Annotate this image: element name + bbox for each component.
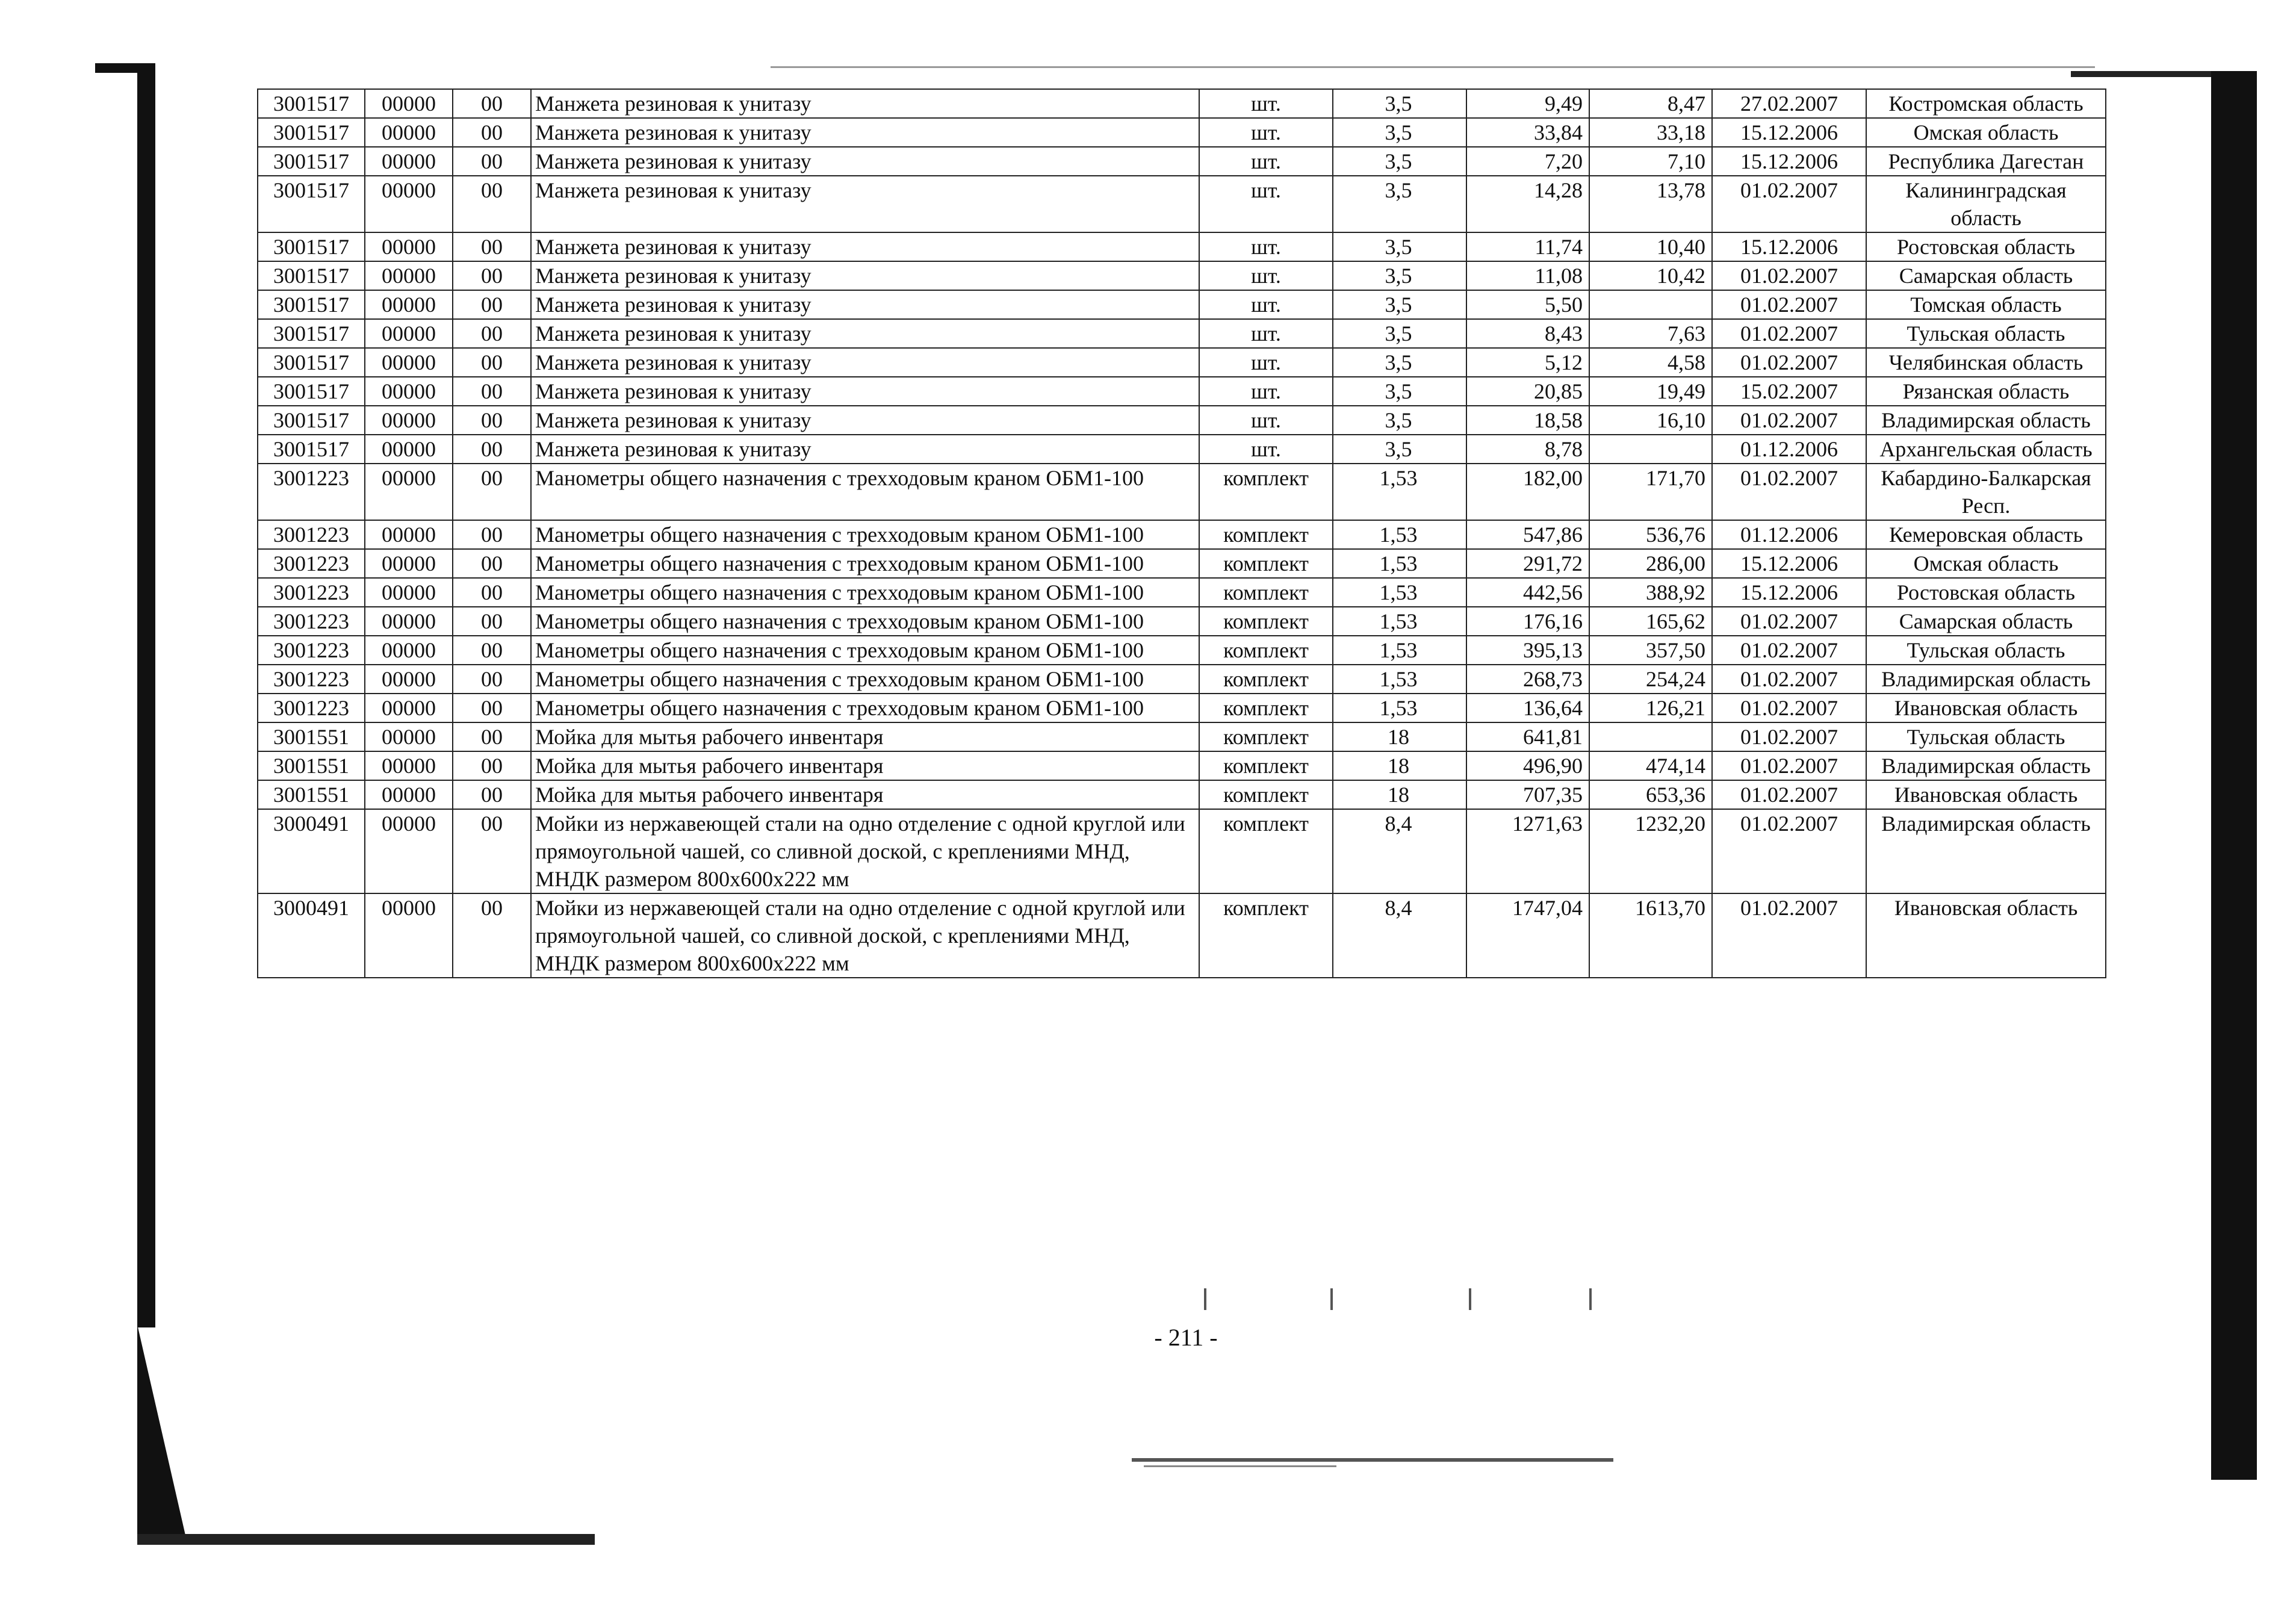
item-unit-cell: шт.: [1199, 147, 1333, 176]
item-norm-cell: 3,5: [1333, 89, 1466, 118]
table-body: [258, 89, 2106, 978]
item-version-cell: 00: [453, 751, 531, 780]
price-date-cell: 01.02.2007: [1712, 348, 1866, 377]
table-row: [258, 176, 2106, 232]
item-code-cell: 3001517: [258, 319, 365, 348]
item-version-cell: 00: [453, 89, 531, 118]
item-code-cell: 3001517: [258, 89, 365, 118]
item-code-cell: 3001517: [258, 377, 365, 406]
price-1-cell: 8,78: [1466, 435, 1589, 464]
item-code-cell: 3001517: [258, 147, 365, 176]
item-name-cell: Мойки из нержавеющей стали на одно отделение с одной круглой или прямоугольной чашей, со сливной доской, с креплениями МНД, МНДК размером 800х600х222 мм: [531, 809, 1199, 893]
item-unit-cell: комплект: [1199, 722, 1333, 751]
price-date-cell: 01.12.2006: [1712, 435, 1866, 464]
item-name-cell: Манжета резиновая к унитазу: [531, 147, 1199, 176]
item-version-cell: 00: [453, 147, 531, 176]
region-cell: Кемеровская область: [1866, 520, 2106, 549]
price-2-cell: [1589, 435, 1712, 464]
scan-edge-left: [137, 63, 155, 1327]
price-2-cell: [1589, 290, 1712, 319]
item-code-cell: 3001517: [258, 406, 365, 435]
item-norm-cell: 1,53: [1333, 694, 1466, 722]
price-date-cell: 15.12.2006: [1712, 549, 1866, 578]
item-version-cell: 00: [453, 636, 531, 665]
item-norm-cell: 1,53: [1333, 578, 1466, 607]
region-cell: Владимирская область: [1866, 809, 2106, 893]
price-2-cell: 357,50: [1589, 636, 1712, 665]
item-unit-cell: шт.: [1199, 89, 1333, 118]
price-2-cell: 653,36: [1589, 780, 1712, 809]
price-2-cell: 7,10: [1589, 147, 1712, 176]
item-subcode-cell: 00000: [365, 751, 453, 780]
item-code-cell: 3001517: [258, 118, 365, 147]
price-1-cell: 11,08: [1466, 261, 1589, 290]
price-1-cell: 14,28: [1466, 176, 1589, 232]
item-unit-cell: комплект: [1199, 607, 1333, 636]
price-date-cell: 01.02.2007: [1712, 464, 1866, 520]
price-date-cell: 01.02.2007: [1712, 893, 1866, 978]
price-date-cell: 01.02.2007: [1712, 751, 1866, 780]
item-subcode-cell: 00000: [365, 147, 453, 176]
item-norm-cell: 1,53: [1333, 549, 1466, 578]
item-unit-cell: комплект: [1199, 809, 1333, 893]
region-cell: Ростовская область: [1866, 578, 2106, 607]
item-norm-cell: 1,53: [1333, 607, 1466, 636]
item-version-cell: 00: [453, 348, 531, 377]
item-unit-cell: шт.: [1199, 290, 1333, 319]
item-name-cell: Манометры общего назначения с трехходовым краном ОБМ1-100: [531, 607, 1199, 636]
region-cell: Костромская область: [1866, 89, 2106, 118]
region-cell: Омская область: [1866, 549, 2106, 578]
item-version-cell: 00: [453, 665, 531, 694]
item-unit-cell: шт.: [1199, 435, 1333, 464]
table-row: [258, 348, 2106, 377]
price-2-cell: 33,18: [1589, 118, 1712, 147]
table-row: [258, 319, 2106, 348]
item-unit-cell: комплект: [1199, 578, 1333, 607]
region-cell: Тульская область: [1866, 636, 2106, 665]
item-version-cell: 00: [453, 578, 531, 607]
price-2-cell: 171,70: [1589, 464, 1712, 520]
price-date-cell: 01.02.2007: [1712, 261, 1866, 290]
item-unit-cell: шт.: [1199, 261, 1333, 290]
item-subcode-cell: 00000: [365, 348, 453, 377]
item-name-cell: Мойки из нержавеющей стали на одно отделение с одной круглой или прямоугольной чашей, со сливной доской, с креплениями МНД, МНДК размером 800х600х222 мм: [531, 893, 1199, 978]
item-norm-cell: 3,5: [1333, 377, 1466, 406]
price-1-cell: 268,73: [1466, 665, 1589, 694]
price-1-cell: 1747,04: [1466, 893, 1589, 978]
item-norm-cell: 3,5: [1333, 435, 1466, 464]
item-version-cell: 00: [453, 377, 531, 406]
item-subcode-cell: 00000: [365, 464, 453, 520]
price-date-cell: 01.02.2007: [1712, 607, 1866, 636]
item-code-cell: 3001517: [258, 290, 365, 319]
item-name-cell: Манометры общего назначения с трехходовым краном ОБМ1-100: [531, 665, 1199, 694]
item-code-cell: 3001223: [258, 549, 365, 578]
price-2-cell: 10,40: [1589, 232, 1712, 261]
price-2-cell: 16,10: [1589, 406, 1712, 435]
item-name-cell: Манометры общего назначения с трехходовым краном ОБМ1-100: [531, 578, 1199, 607]
table-row: [258, 89, 2106, 118]
item-norm-cell: 18: [1333, 780, 1466, 809]
price-2-cell: 286,00: [1589, 549, 1712, 578]
price-1-cell: 7,20: [1466, 147, 1589, 176]
item-name-cell: Манжета резиновая к унитазу: [531, 118, 1199, 147]
price-1-cell: 18,58: [1466, 406, 1589, 435]
item-norm-cell: 1,53: [1333, 636, 1466, 665]
item-unit-cell: шт.: [1199, 232, 1333, 261]
item-code-cell: 3001551: [258, 751, 365, 780]
price-2-cell: 10,42: [1589, 261, 1712, 290]
region-cell: Калининградская область: [1866, 176, 2106, 232]
region-cell: Челябинская область: [1866, 348, 2106, 377]
scan-tick: [1204, 1288, 1206, 1310]
region-cell: Владимирская область: [1866, 751, 2106, 780]
item-unit-cell: шт.: [1199, 118, 1333, 147]
item-name-cell: Манометры общего назначения с трехходовым краном ОБМ1-100: [531, 694, 1199, 722]
region-cell: Архангельская область: [1866, 435, 2106, 464]
price-1-cell: 442,56: [1466, 578, 1589, 607]
item-version-cell: 00: [453, 261, 531, 290]
item-version-cell: 00: [453, 118, 531, 147]
table-row: [258, 751, 2106, 780]
region-cell: Ивановская область: [1866, 694, 2106, 722]
item-norm-cell: 18: [1333, 722, 1466, 751]
table-row: [258, 607, 2106, 636]
item-version-cell: 00: [453, 464, 531, 520]
price-2-cell: 165,62: [1589, 607, 1712, 636]
price-date-cell: 01.02.2007: [1712, 809, 1866, 893]
item-norm-cell: 3,5: [1333, 348, 1466, 377]
item-subcode-cell: 00000: [365, 722, 453, 751]
item-version-cell: 00: [453, 694, 531, 722]
table-row: [258, 464, 2106, 520]
item-version-cell: 00: [453, 893, 531, 978]
item-version-cell: 00: [453, 549, 531, 578]
item-unit-cell: комплект: [1199, 464, 1333, 520]
scan-edge-corner: [137, 1324, 185, 1535]
item-code-cell: 3001223: [258, 694, 365, 722]
item-unit-cell: комплект: [1199, 751, 1333, 780]
price-date-cell: 15.12.2006: [1712, 232, 1866, 261]
item-code-cell: 3001223: [258, 520, 365, 549]
scan-line-top: [771, 66, 2095, 68]
item-name-cell: Манометры общего назначения с трехходовым краном ОБМ1-100: [531, 520, 1199, 549]
item-subcode-cell: 00000: [365, 607, 453, 636]
price-1-cell: 9,49: [1466, 89, 1589, 118]
table-row: [258, 665, 2106, 694]
price-date-cell: 01.02.2007: [1712, 176, 1866, 232]
item-name-cell: Манометры общего назначения с трехходовым краном ОБМ1-100: [531, 549, 1199, 578]
price-table: [257, 88, 2106, 978]
item-subcode-cell: 00000: [365, 578, 453, 607]
table-row: [258, 694, 2106, 722]
item-version-cell: 00: [453, 406, 531, 435]
item-code-cell: 3001223: [258, 607, 365, 636]
item-name-cell: Манжета резиновая к унитазу: [531, 348, 1199, 377]
item-norm-cell: 1,53: [1333, 520, 1466, 549]
table-row: [258, 722, 2106, 751]
region-cell: Тульская область: [1866, 722, 2106, 751]
item-name-cell: Мойка для мытья рабочего инвентаря: [531, 751, 1199, 780]
item-subcode-cell: 00000: [365, 809, 453, 893]
region-cell: Ивановская область: [1866, 780, 2106, 809]
price-2-cell: 254,24: [1589, 665, 1712, 694]
price-1-cell: 5,50: [1466, 290, 1589, 319]
price-1-cell: 5,12: [1466, 348, 1589, 377]
item-name-cell: Манометры общего назначения с трехходовым краном ОБМ1-100: [531, 636, 1199, 665]
item-version-cell: 00: [453, 435, 531, 464]
price-date-cell: 01.02.2007: [1712, 636, 1866, 665]
scan-edge-top-right: [2071, 71, 2227, 77]
table-row: [258, 118, 2106, 147]
table-row: [258, 435, 2106, 464]
price-2-cell: 474,14: [1589, 751, 1712, 780]
item-unit-cell: комплект: [1199, 694, 1333, 722]
price-1-cell: 496,90: [1466, 751, 1589, 780]
item-unit-cell: шт.: [1199, 319, 1333, 348]
item-norm-cell: 1,53: [1333, 464, 1466, 520]
table-row: [258, 147, 2106, 176]
item-code-cell: 3001517: [258, 232, 365, 261]
table-row: [258, 232, 2106, 261]
region-cell: Самарская область: [1866, 607, 2106, 636]
price-date-cell: 15.12.2006: [1712, 147, 1866, 176]
item-unit-cell: шт.: [1199, 348, 1333, 377]
item-version-cell: 00: [453, 520, 531, 549]
price-2-cell: 13,78: [1589, 176, 1712, 232]
price-2-cell: 19,49: [1589, 377, 1712, 406]
item-subcode-cell: 00000: [365, 780, 453, 809]
item-norm-cell: 3,5: [1333, 147, 1466, 176]
item-norm-cell: 3,5: [1333, 290, 1466, 319]
price-1-cell: 136,64: [1466, 694, 1589, 722]
item-norm-cell: 8,4: [1333, 809, 1466, 893]
item-subcode-cell: 00000: [365, 319, 453, 348]
price-2-cell: 7,63: [1589, 319, 1712, 348]
item-code-cell: 3001517: [258, 348, 365, 377]
price-1-cell: 20,85: [1466, 377, 1589, 406]
region-cell: Республика Дагестан: [1866, 147, 2106, 176]
price-1-cell: 33,84: [1466, 118, 1589, 147]
item-version-cell: 00: [453, 232, 531, 261]
region-cell: Кабардино-Балкарская Респ.: [1866, 464, 2106, 520]
item-code-cell: 3001223: [258, 464, 365, 520]
item-code-cell: 3001551: [258, 780, 365, 809]
scan-tick: [1469, 1288, 1471, 1310]
price-1-cell: 641,81: [1466, 722, 1589, 751]
region-cell: Тульская область: [1866, 319, 2106, 348]
item-version-cell: 00: [453, 809, 531, 893]
price-1-cell: 8,43: [1466, 319, 1589, 348]
item-subcode-cell: 00000: [365, 549, 453, 578]
item-subcode-cell: 00000: [365, 406, 453, 435]
item-subcode-cell: 00000: [365, 435, 453, 464]
region-cell: Томская область: [1866, 290, 2106, 319]
price-2-cell: 388,92: [1589, 578, 1712, 607]
item-code-cell: 3001223: [258, 636, 365, 665]
item-version-cell: 00: [453, 290, 531, 319]
price-1-cell: 707,35: [1466, 780, 1589, 809]
item-norm-cell: 3,5: [1333, 118, 1466, 147]
item-name-cell: Мойка для мытья рабочего инвентаря: [531, 722, 1199, 751]
item-name-cell: Манжета резиновая к унитазу: [531, 406, 1199, 435]
price-1-cell: 395,13: [1466, 636, 1589, 665]
table-row: [258, 290, 2106, 319]
item-unit-cell: комплект: [1199, 665, 1333, 694]
price-2-cell: 1232,20: [1589, 809, 1712, 893]
scan-line-bottom-2: [1144, 1465, 1336, 1467]
item-name-cell: Манжета резиновая к унитазу: [531, 176, 1199, 232]
page-number: - 211 -: [1154, 1324, 1218, 1351]
item-subcode-cell: 00000: [365, 520, 453, 549]
price-1-cell: 547,86: [1466, 520, 1589, 549]
item-name-cell: Манжета резиновая к унитазу: [531, 319, 1199, 348]
region-cell: Ивановская область: [1866, 893, 2106, 978]
price-1-cell: 1271,63: [1466, 809, 1589, 893]
price-date-cell: 15.12.2006: [1712, 118, 1866, 147]
item-subcode-cell: 00000: [365, 118, 453, 147]
item-name-cell: Манжета резиновая к унитазу: [531, 435, 1199, 464]
item-subcode-cell: 00000: [365, 636, 453, 665]
price-date-cell: 01.02.2007: [1712, 406, 1866, 435]
price-2-cell: 1613,70: [1589, 893, 1712, 978]
scan-line-bottom: [1132, 1458, 1613, 1462]
item-code-cell: 3001551: [258, 722, 365, 751]
item-code-cell: 3000491: [258, 809, 365, 893]
item-norm-cell: 3,5: [1333, 319, 1466, 348]
item-norm-cell: 3,5: [1333, 261, 1466, 290]
item-subcode-cell: 00000: [365, 377, 453, 406]
item-name-cell: Мойка для мытья рабочего инвентаря: [531, 780, 1199, 809]
region-cell: Владимирская область: [1866, 665, 2106, 694]
item-subcode-cell: 00000: [365, 290, 453, 319]
table-row: [258, 406, 2106, 435]
item-name-cell: Манжета резиновая к унитазу: [531, 377, 1199, 406]
table-row: [258, 578, 2106, 607]
item-name-cell: Манометры общего назначения с трехходовым краном ОБМ1-100: [531, 464, 1199, 520]
price-date-cell: 01.12.2006: [1712, 520, 1866, 549]
item-subcode-cell: 00000: [365, 176, 453, 232]
table-row: [258, 261, 2106, 290]
price-date-cell: 01.02.2007: [1712, 694, 1866, 722]
price-2-cell: 126,21: [1589, 694, 1712, 722]
item-version-cell: 00: [453, 607, 531, 636]
item-unit-cell: шт.: [1199, 377, 1333, 406]
item-subcode-cell: 00000: [365, 89, 453, 118]
price-date-cell: 01.02.2007: [1712, 319, 1866, 348]
table-row: [258, 809, 2106, 893]
region-cell: Омская область: [1866, 118, 2106, 147]
price-2-cell: [1589, 722, 1712, 751]
table-row: [258, 549, 2106, 578]
item-code-cell: 3001223: [258, 665, 365, 694]
item-subcode-cell: 00000: [365, 232, 453, 261]
item-subcode-cell: 00000: [365, 694, 453, 722]
price-1-cell: 176,16: [1466, 607, 1589, 636]
price-date-cell: 01.02.2007: [1712, 780, 1866, 809]
price-date-cell: 15.02.2007: [1712, 377, 1866, 406]
region-cell: Владимирская область: [1866, 406, 2106, 435]
price-2-cell: 4,58: [1589, 348, 1712, 377]
price-2-cell: 536,76: [1589, 520, 1712, 549]
item-name-cell: Манжета резиновая к унитазу: [531, 290, 1199, 319]
item-version-cell: 00: [453, 722, 531, 751]
price-2-cell: 8,47: [1589, 89, 1712, 118]
scan-edge-bottom-left: [137, 1534, 595, 1545]
item-name-cell: Манжета резиновая к унитазу: [531, 89, 1199, 118]
item-code-cell: 3000491: [258, 893, 365, 978]
item-unit-cell: комплект: [1199, 893, 1333, 978]
item-norm-cell: 1,53: [1333, 665, 1466, 694]
item-code-cell: 3001223: [258, 578, 365, 607]
item-version-cell: 00: [453, 780, 531, 809]
item-unit-cell: комплект: [1199, 636, 1333, 665]
table-row: [258, 377, 2106, 406]
scan-tick: [1589, 1288, 1592, 1310]
item-norm-cell: 3,5: [1333, 176, 1466, 232]
price-date-cell: 15.12.2006: [1712, 578, 1866, 607]
item-code-cell: 3001517: [258, 261, 365, 290]
price-date-cell: 27.02.2007: [1712, 89, 1866, 118]
item-unit-cell: комплект: [1199, 549, 1333, 578]
item-subcode-cell: 00000: [365, 893, 453, 978]
item-code-cell: 3001517: [258, 435, 365, 464]
item-version-cell: 00: [453, 176, 531, 232]
table-row: [258, 520, 2106, 549]
scan-tick: [1330, 1288, 1333, 1310]
item-subcode-cell: 00000: [365, 665, 453, 694]
item-name-cell: Манжета резиновая к унитазу: [531, 232, 1199, 261]
table-row: [258, 893, 2106, 978]
price-date-cell: 01.02.2007: [1712, 722, 1866, 751]
item-code-cell: 3001517: [258, 176, 365, 232]
item-norm-cell: 8,4: [1333, 893, 1466, 978]
region-cell: Рязанская область: [1866, 377, 2106, 406]
price-1-cell: 182,00: [1466, 464, 1589, 520]
region-cell: Самарская область: [1866, 261, 2106, 290]
table-row: [258, 780, 2106, 809]
item-version-cell: 00: [453, 319, 531, 348]
region-cell: Ростовская область: [1866, 232, 2106, 261]
item-norm-cell: 3,5: [1333, 406, 1466, 435]
item-name-cell: Манжета резиновая к унитазу: [531, 261, 1199, 290]
price-1-cell: 291,72: [1466, 549, 1589, 578]
item-unit-cell: шт.: [1199, 406, 1333, 435]
price-date-cell: 01.02.2007: [1712, 290, 1866, 319]
item-subcode-cell: 00000: [365, 261, 453, 290]
item-unit-cell: комплект: [1199, 780, 1333, 809]
item-unit-cell: комплект: [1199, 520, 1333, 549]
item-unit-cell: шт.: [1199, 176, 1333, 232]
item-norm-cell: 18: [1333, 751, 1466, 780]
table-row: [258, 636, 2106, 665]
scan-edge-right: [2211, 71, 2257, 1480]
price-1-cell: 11,74: [1466, 232, 1589, 261]
price-date-cell: 01.02.2007: [1712, 665, 1866, 694]
item-norm-cell: 3,5: [1333, 232, 1466, 261]
